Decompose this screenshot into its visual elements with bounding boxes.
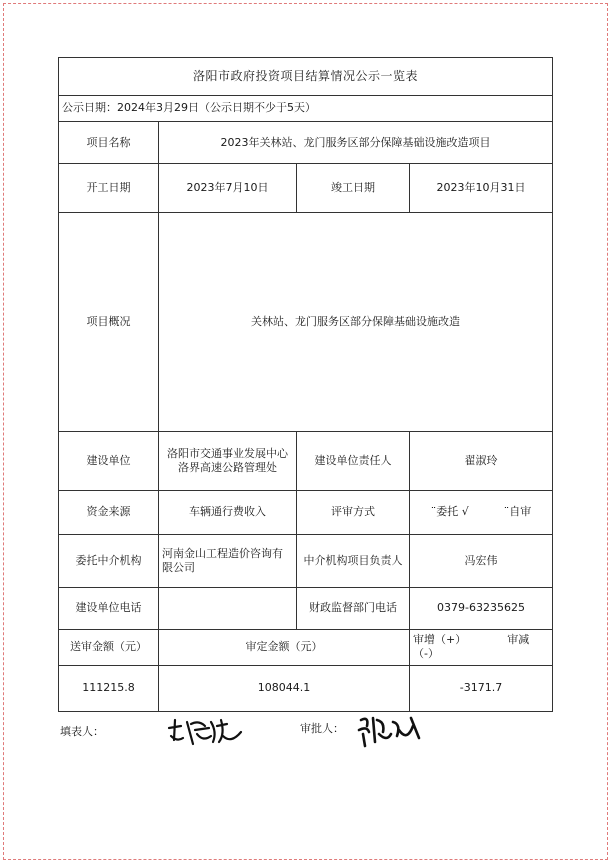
filler-label: 填表人： xyxy=(60,725,104,738)
agency-label: 委托中介机构 xyxy=(59,535,159,588)
filler-signature xyxy=(165,714,245,746)
review-option-entrust: ¨委托 √ xyxy=(430,505,469,519)
decrease-label: 审减 xyxy=(507,632,530,646)
overview-value: 关林站、龙门服务区部分保障基础设施改造 xyxy=(159,212,553,431)
decrease-sign: （-） xyxy=(413,647,439,661)
builder-person-value: 翟淑玲 xyxy=(410,431,553,490)
submitted-amount-label: 送审金额（元） xyxy=(59,629,159,665)
fund-source-value: 车辆通行费收入 xyxy=(159,490,297,534)
publish-date: 公示日期：2024年3月29日（公示日期不少于5天） xyxy=(59,95,553,121)
agency-person-value: 冯宏伟 xyxy=(410,535,553,588)
submitted-amount-value: 111215.8 xyxy=(59,665,159,711)
builder-value xyxy=(159,431,297,490)
finance-phone-value: 0379-63235625 xyxy=(410,587,553,629)
increase-label: 审增（+） xyxy=(413,632,467,646)
builder-label: 建设单位 xyxy=(59,431,159,490)
settlement-table xyxy=(58,57,553,712)
table-title: 洛阳市政府投资项目结算情况公示一览表 xyxy=(59,58,553,96)
end-date-value: 2023年10月31日 xyxy=(410,164,553,212)
project-name-value: 2023年关林站、龙门服务区部分保障基础设施改造项目 xyxy=(159,122,553,164)
fund-source-label: 资金来源 xyxy=(59,490,159,534)
signature-footer xyxy=(0,712,613,752)
diff-amount-label xyxy=(410,629,553,665)
builder-phone-value xyxy=(159,587,297,629)
start-date-label: 开工日期 xyxy=(59,164,159,212)
approver-signature xyxy=(355,712,425,748)
review-option-self: ¨自审 xyxy=(503,505,532,519)
builder-person-label: 建设单位责任人 xyxy=(297,431,410,490)
approved-amount-label: 审定金额（元） xyxy=(159,629,410,665)
builder-value-line1: 洛阳市交通事业发展中心 xyxy=(167,446,288,460)
project-name-label: 项目名称 xyxy=(59,122,159,164)
approved-amount-value: 108044.1 xyxy=(159,665,410,711)
overview-label: 项目概况 xyxy=(59,212,159,431)
builder-phone-label: 建设单位电话 xyxy=(59,587,159,629)
builder-value-line2: 洛界高速公路管理处 xyxy=(178,460,277,474)
review-method-label: 评审方式 xyxy=(297,490,410,534)
start-date-value: 2023年7月10日 xyxy=(159,164,297,212)
agency-person-label: 中介机构项目负责人 xyxy=(297,535,410,588)
agency-value: 河南金山工程造价咨询有限公司 xyxy=(159,535,297,588)
end-date-label: 竣工日期 xyxy=(297,164,410,212)
review-method-value xyxy=(410,490,553,534)
difference-amount-value: -3171.7 xyxy=(410,665,553,711)
approver-label: 审批人： xyxy=(300,722,344,735)
finance-phone-label: 财政监督部门电话 xyxy=(297,587,410,629)
